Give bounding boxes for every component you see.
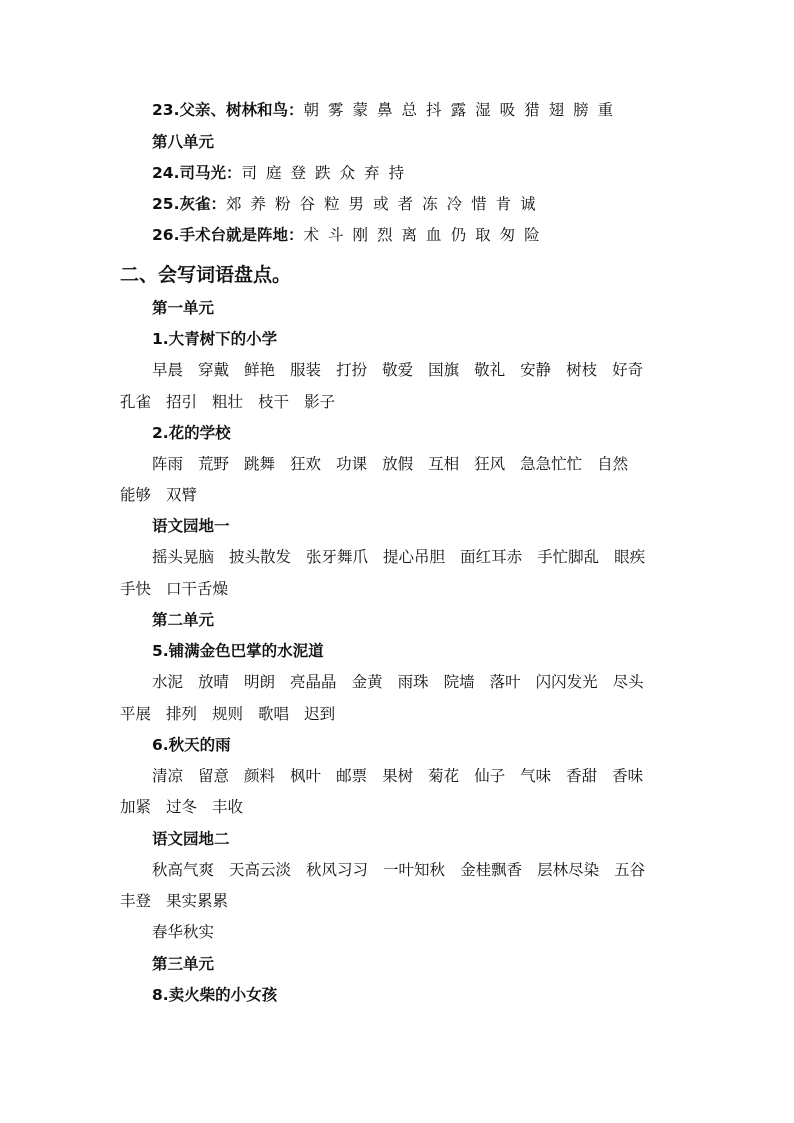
list-item: 烈 [377,226,393,244]
list-item: 者 [397,195,414,213]
list-item: 香甜 [566,767,598,785]
word-list [120,578,243,600]
unit-heading-8: 第八单元 [152,133,215,151]
list-item: 秋风习习 [306,861,369,879]
list-item: 抖 [426,101,442,119]
list-item: 闪闪发光 [535,673,598,691]
lesson-title: 25.灰雀： [152,195,226,213]
list-item: 重 [597,101,614,119]
list-item: 斗 [327,226,344,244]
lesson-title: 26.手术台就是阵地： [152,226,304,244]
list-item: 自然 [597,455,629,473]
list-item: 院墙 [443,673,475,691]
word-list [152,765,658,787]
list-item: 持 [388,164,405,182]
garden-title-1: 语文园地一 [152,517,230,535]
list-item: 清凉 [152,767,184,785]
list-item: 男 [348,195,365,213]
list-item: 排列 [166,705,198,723]
list-item: 狂欢 [290,455,322,473]
list-item: 跳舞 [244,455,276,473]
list-item: 明朗 [244,673,276,691]
list-item: 养 [250,195,266,213]
list-item: 离 [401,226,418,244]
list-item: 摇头晃脑 [152,548,215,566]
list-item: 雾 [327,101,344,119]
list-item: 敬爱 [382,361,414,379]
list-item: 放假 [382,455,414,473]
list-item: 猎 [524,101,540,119]
list-item: 口干舌燥 [166,580,229,598]
list-item: 粒 [324,195,340,213]
list-item: 阵雨 [152,455,184,473]
list-item: 香味 [612,767,644,785]
list-item: 弃 [364,164,380,182]
list-item: 雨珠 [397,673,429,691]
list-item: 树枝 [566,361,598,379]
list-item: 果树 [382,767,414,785]
list-item: 冷 [446,195,463,213]
char-lesson-23 [152,99,622,121]
word-list [152,671,659,693]
list-item: 规则 [212,705,244,723]
lesson-title-6: 6.秋天的雨 [152,736,231,754]
list-item: 张牙舞爪 [306,548,369,566]
unit-heading-1: 第一单元 [152,299,215,317]
list-item: 春华秋实 [152,923,215,941]
lesson-title-2: 2.花的学校 [152,424,231,442]
list-item: 能够 [120,486,152,504]
list-item: 打扮 [336,361,368,379]
list-item: 膀 [573,101,589,119]
word-list [152,859,660,881]
lesson-title-5: 5.铺满金色巴掌的水泥道 [152,642,324,660]
list-item: 早晨 [152,361,184,379]
list-item: 狂风 [474,455,506,473]
list-item: 粉 [275,195,291,213]
list-item: 国旗 [428,361,460,379]
list-item: 吸 [499,101,516,119]
list-item: 郊 [225,195,242,213]
list-item: 一叶知秋 [383,861,446,879]
lesson-title: 24.司马光： [152,164,242,182]
char-list [241,164,413,182]
list-item: 匆 [499,226,516,244]
char-lesson-24 [152,162,413,184]
list-item: 果实累累 [166,892,229,910]
unit-heading-2: 第二单元 [152,611,215,629]
list-item: 总 [401,101,418,119]
list-item: 鲜艳 [244,361,276,379]
list-item: 险 [524,226,540,244]
word-list [120,796,258,818]
list-item: 水泥 [152,673,184,691]
list-item: 气味 [520,767,552,785]
list-item: 湿 [475,101,491,119]
list-item: 敬礼 [474,361,506,379]
list-item: 天高云淡 [229,861,292,879]
list-item: 仍 [450,226,467,244]
list-item: 互相 [428,455,460,473]
list-item: 惜 [471,195,487,213]
list-item: 面红耳赤 [460,548,523,566]
list-item: 颜料 [244,767,276,785]
lesson-title-8: 8.卖火柴的小女孩 [152,986,278,1004]
list-item: 歌唱 [258,705,290,723]
list-item: 蒙 [352,101,369,119]
list-item: 术 [303,226,319,244]
list-item: 手快 [120,580,152,598]
list-item: 露 [450,101,467,119]
list-item: 众 [339,164,356,182]
list-item: 荒野 [198,455,230,473]
list-item: 鼻 [377,101,393,119]
list-item: 冻 [422,195,438,213]
section-heading: 二、会写词语盘点。 [120,264,292,286]
list-item: 孔雀 [120,393,152,411]
list-item: 枝干 [258,393,290,411]
lesson-title-1: 1.大青树下的小学 [152,330,278,348]
list-item: 粗壮 [212,393,244,411]
list-item: 急急忙忙 [520,455,583,473]
list-item: 菊花 [428,767,460,785]
word-list [152,921,229,943]
char-list [226,195,545,213]
list-item: 血 [426,226,442,244]
list-item: 司 [241,164,257,182]
list-item: 披头散发 [229,548,292,566]
list-item: 尽头 [612,673,644,691]
list-item: 枫叶 [290,767,322,785]
word-list [152,546,660,568]
char-lesson-25 [152,193,545,215]
list-item: 谷 [299,195,316,213]
list-item: 功课 [336,455,368,473]
word-list [120,703,350,725]
list-item: 放晴 [198,673,230,691]
char-list [303,101,622,119]
word-list [120,391,350,413]
list-item: 跌 [315,164,331,182]
list-item: 邮票 [336,767,368,785]
list-item: 刚 [352,226,369,244]
list-item: 肯 [495,195,512,213]
lesson-title: 23.父亲、树林和鸟： [152,101,304,119]
list-item: 登 [290,164,307,182]
list-item: 服装 [290,361,322,379]
word-list [152,453,643,475]
list-item: 丰登 [120,892,152,910]
list-item: 取 [475,226,491,244]
list-item: 穿戴 [198,361,230,379]
list-item: 影子 [304,393,336,411]
list-item: 秋高气爽 [152,861,215,879]
list-item: 双臂 [166,486,198,504]
word-list [152,359,658,381]
list-item: 好奇 [612,361,644,379]
list-item: 手忙脚乱 [537,548,600,566]
unit-heading-3: 第三单元 [152,955,215,973]
list-item: 眼疾 [614,548,646,566]
list-item: 过冬 [166,798,198,816]
char-lesson-26 [152,224,549,246]
list-item: 庭 [265,164,282,182]
list-item: 招引 [166,393,198,411]
list-item: 朝 [303,101,319,119]
list-item: 留意 [198,767,230,785]
list-item: 层林尽染 [537,861,600,879]
list-item: 提心吊胆 [383,548,446,566]
list-item: 丰收 [212,798,244,816]
list-item: 平展 [120,705,152,723]
list-item: 翅 [548,101,565,119]
list-item: 仙子 [474,767,506,785]
list-item: 迟到 [304,705,336,723]
list-item: 落叶 [489,673,521,691]
list-item: 或 [373,195,389,213]
word-list [120,484,212,506]
list-item: 诚 [520,195,536,213]
list-item: 金桂飘香 [460,861,523,879]
list-item: 五谷 [614,861,646,879]
list-item: 安静 [520,361,552,379]
list-item: 加紧 [120,798,152,816]
garden-title-2: 语文园地二 [152,830,230,848]
char-list [303,226,548,244]
list-item: 金黄 [351,673,383,691]
word-list [120,890,243,912]
list-item: 亮晶晶 [290,673,337,691]
